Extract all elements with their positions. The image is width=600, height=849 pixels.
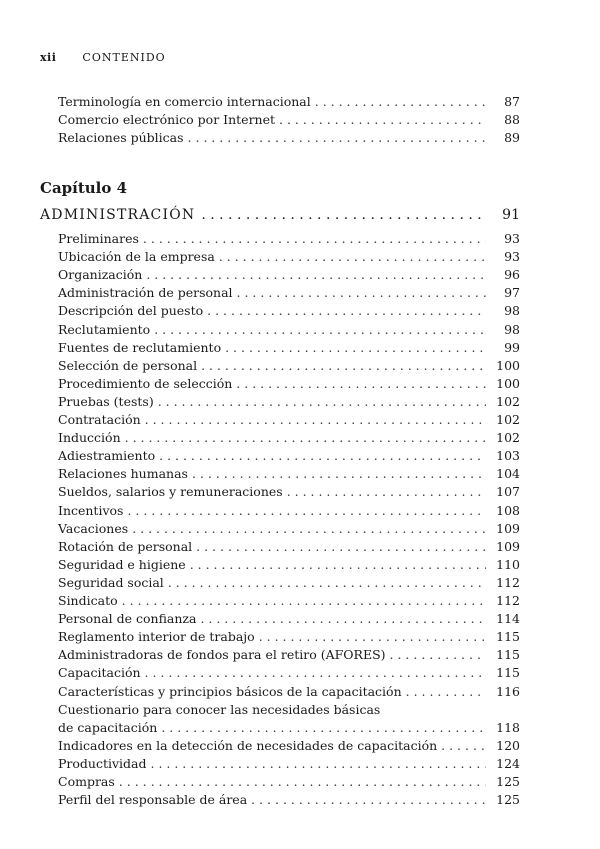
leader-dots	[119, 773, 486, 791]
toc-entry	[58, 683, 520, 701]
toc-entry-title: Rotación de personal	[58, 539, 193, 554]
leader-dots	[251, 791, 486, 809]
leader-dots	[159, 447, 486, 465]
toc-entry-title: Perfil del responsable de área	[58, 792, 248, 807]
toc-entry	[58, 375, 520, 393]
toc-entry-title: Incentivos	[58, 503, 124, 518]
leader-dots	[151, 755, 486, 773]
leader-dots	[279, 111, 486, 129]
toc-entry	[58, 719, 520, 737]
leader-dots	[315, 93, 486, 111]
toc-entry-page: 125	[496, 774, 520, 789]
toc-entry-title: Indicadores en la detección de necesidades de capacitación	[58, 738, 438, 753]
toc-entry-page: 112	[496, 593, 520, 608]
chapter-title: ADMINISTRACIÓN	[40, 207, 196, 223]
toc-entry-title: Comercio electrónico por Internet	[58, 112, 276, 127]
toc-entry	[58, 447, 520, 465]
toc-entry-title: Personal de confianza	[58, 611, 197, 626]
leader-dots	[145, 664, 486, 682]
toc-entry	[58, 773, 520, 791]
toc-entry-page: 102	[496, 394, 520, 409]
leader-dots	[192, 465, 486, 483]
toc-entry-title: Preliminares	[58, 231, 139, 246]
leader-dots	[236, 375, 486, 393]
toc-entry-page: 116	[496, 684, 520, 699]
toc-entry	[58, 502, 520, 520]
toc-entry-page: 102	[496, 412, 520, 427]
toc-entry-page: 108	[496, 503, 520, 518]
toc-entry-page: 100	[496, 358, 520, 373]
toc-entry-page: 87	[504, 94, 520, 109]
toc-entry-title: Vacaciones	[58, 521, 129, 536]
leader-dots	[406, 683, 486, 701]
toc-entry-page: 96	[504, 267, 520, 282]
toc-entry-page: 115	[496, 647, 520, 662]
toc-entry-page: 102	[496, 430, 520, 445]
toc-entry-page: 97	[504, 285, 520, 300]
toc-entry-page: 125	[496, 792, 520, 807]
toc-entry-title: Seguridad social	[58, 575, 164, 590]
leader-dots	[219, 248, 486, 266]
toc-entry-title: Selección de personal	[58, 358, 198, 373]
leader-dots	[207, 302, 486, 320]
toc-entry	[58, 646, 520, 664]
toc-entry-page: 115	[496, 665, 520, 680]
toc-entry-page: 114	[496, 611, 520, 626]
toc-entry-page: 110	[496, 557, 520, 572]
toc-entry-title: Procedimiento de selección	[58, 376, 233, 391]
leader-dots	[122, 592, 486, 610]
toc-entry-page: 124	[496, 756, 520, 771]
leader-dots	[143, 230, 486, 248]
toc-entry-title: Relaciones públicas	[58, 130, 184, 145]
toc-entry-title: Reglamento interior de trabajo	[58, 629, 255, 644]
toc-entry	[58, 610, 520, 628]
toc-entry-title: Adiestramiento	[58, 448, 156, 463]
toc-entry-title: Descripción del puesto	[58, 303, 204, 318]
toc-entry-title: Terminología en comercio internacional	[58, 94, 311, 109]
toc-entry	[58, 737, 520, 755]
toc-entry-title: Administración de personal	[58, 285, 233, 300]
running-header	[40, 51, 166, 64]
toc-entry	[58, 248, 520, 266]
toc-entry-page: 112	[496, 575, 520, 590]
toc-entry-title: Administradoras de fondos para el retiro (AFORES)	[58, 647, 386, 662]
toc-entry	[58, 111, 520, 129]
leader-dots	[259, 628, 486, 646]
toc-entry-title: Compras	[58, 774, 115, 789]
toc-entry	[58, 393, 520, 411]
toc-entry-page: 100	[496, 376, 520, 391]
header-page-number: xii	[40, 51, 57, 64]
toc-entry	[58, 556, 520, 574]
leader-dots	[441, 737, 486, 755]
toc-entry-page: 93	[504, 231, 520, 246]
toc-entry-page: 120	[496, 738, 520, 753]
toc-entry	[58, 755, 520, 773]
toc-entry	[58, 664, 520, 682]
toc-entry-page: 89	[504, 130, 520, 145]
toc-entry-title: Fuentes de reclutamiento	[58, 340, 222, 355]
toc-entry-page: 107	[496, 484, 520, 499]
toc-entry-title: Relaciones humanas	[58, 466, 188, 481]
toc-entry	[58, 465, 520, 483]
toc-entry	[58, 429, 520, 447]
toc-entry	[58, 129, 520, 147]
toc-entry	[58, 791, 520, 809]
toc-entry-title: Productividad	[58, 756, 147, 771]
toc-entry	[58, 411, 520, 429]
leader-dots	[225, 339, 486, 357]
leader-dots	[125, 429, 486, 447]
toc-entry-page: 115	[496, 629, 520, 644]
toc-entry-page: 109	[496, 521, 520, 536]
toc-entry	[58, 266, 520, 284]
leader-dots	[190, 556, 486, 574]
toc-entry-title: Capacitación	[58, 665, 141, 680]
toc-entry-title: Reclutamiento	[58, 322, 151, 337]
toc-entry-title: Características y principios básicos de la capacitación	[58, 684, 402, 699]
toc-entry-title: Ubicación de la empresa	[58, 249, 215, 264]
leader-dots	[168, 574, 486, 592]
toc-entry-title: Organización	[58, 267, 143, 282]
chapter-page: 91	[502, 207, 520, 223]
toc-entry	[58, 321, 520, 339]
toc-entry-title: Inducción	[58, 430, 121, 445]
chapter-title-row	[40, 205, 520, 225]
leader-dots	[200, 610, 486, 628]
toc-entry	[58, 592, 520, 610]
leader-dots	[161, 719, 486, 737]
leader-dots	[145, 411, 486, 429]
toc-entry-title: Sindicato	[58, 593, 118, 608]
leader-dots	[132, 520, 486, 538]
leader-dots	[154, 321, 486, 339]
toc-entry	[58, 357, 520, 375]
toc-entry-title: Sueldos, salarios y remuneraciones	[58, 484, 283, 499]
chapter-label: Capítulo 4	[40, 179, 128, 197]
leader-dots	[390, 646, 486, 664]
toc-entry	[58, 538, 520, 556]
toc-entry-title-line: Cuestionario para conocer las necesidades básicas	[58, 702, 381, 717]
leader-dots	[287, 483, 486, 501]
toc-entry	[58, 93, 520, 111]
header-running-title: CONTENIDO	[82, 51, 166, 64]
toc-entry	[58, 284, 520, 302]
toc-entry-page: 93	[504, 249, 520, 264]
toc-entry	[58, 339, 520, 357]
toc-entry-page: 98	[504, 322, 520, 337]
leader-dots	[188, 129, 486, 147]
toc-entry	[58, 628, 520, 646]
toc-entry-page: 109	[496, 539, 520, 554]
toc-entry	[58, 520, 520, 538]
toc-entry-title: de capacitación	[58, 720, 158, 735]
toc-entry-page: 88	[504, 112, 520, 127]
leader-dots	[158, 393, 486, 411]
toc-entry-page: 99	[504, 340, 520, 355]
toc-entry-page: 103	[496, 448, 520, 463]
leader-dots	[127, 502, 486, 520]
toc-entry-page: 118	[496, 720, 520, 735]
toc-entry-title: Contratación	[58, 412, 141, 427]
leader-dots	[201, 357, 486, 375]
toc-entry-title: Seguridad e higiene	[58, 557, 186, 572]
leader-dots	[146, 266, 486, 284]
leader-dots	[196, 538, 486, 556]
toc-entry	[58, 230, 520, 248]
toc-entry	[58, 483, 520, 501]
leader-dots	[201, 205, 486, 225]
leader-dots	[237, 284, 486, 302]
toc-entry-page: 104	[496, 466, 520, 481]
toc-entry-title: Pruebas (tests)	[58, 394, 154, 409]
toc-entry-page: 98	[504, 303, 520, 318]
toc-entry	[58, 574, 520, 592]
toc-entry	[58, 302, 520, 320]
